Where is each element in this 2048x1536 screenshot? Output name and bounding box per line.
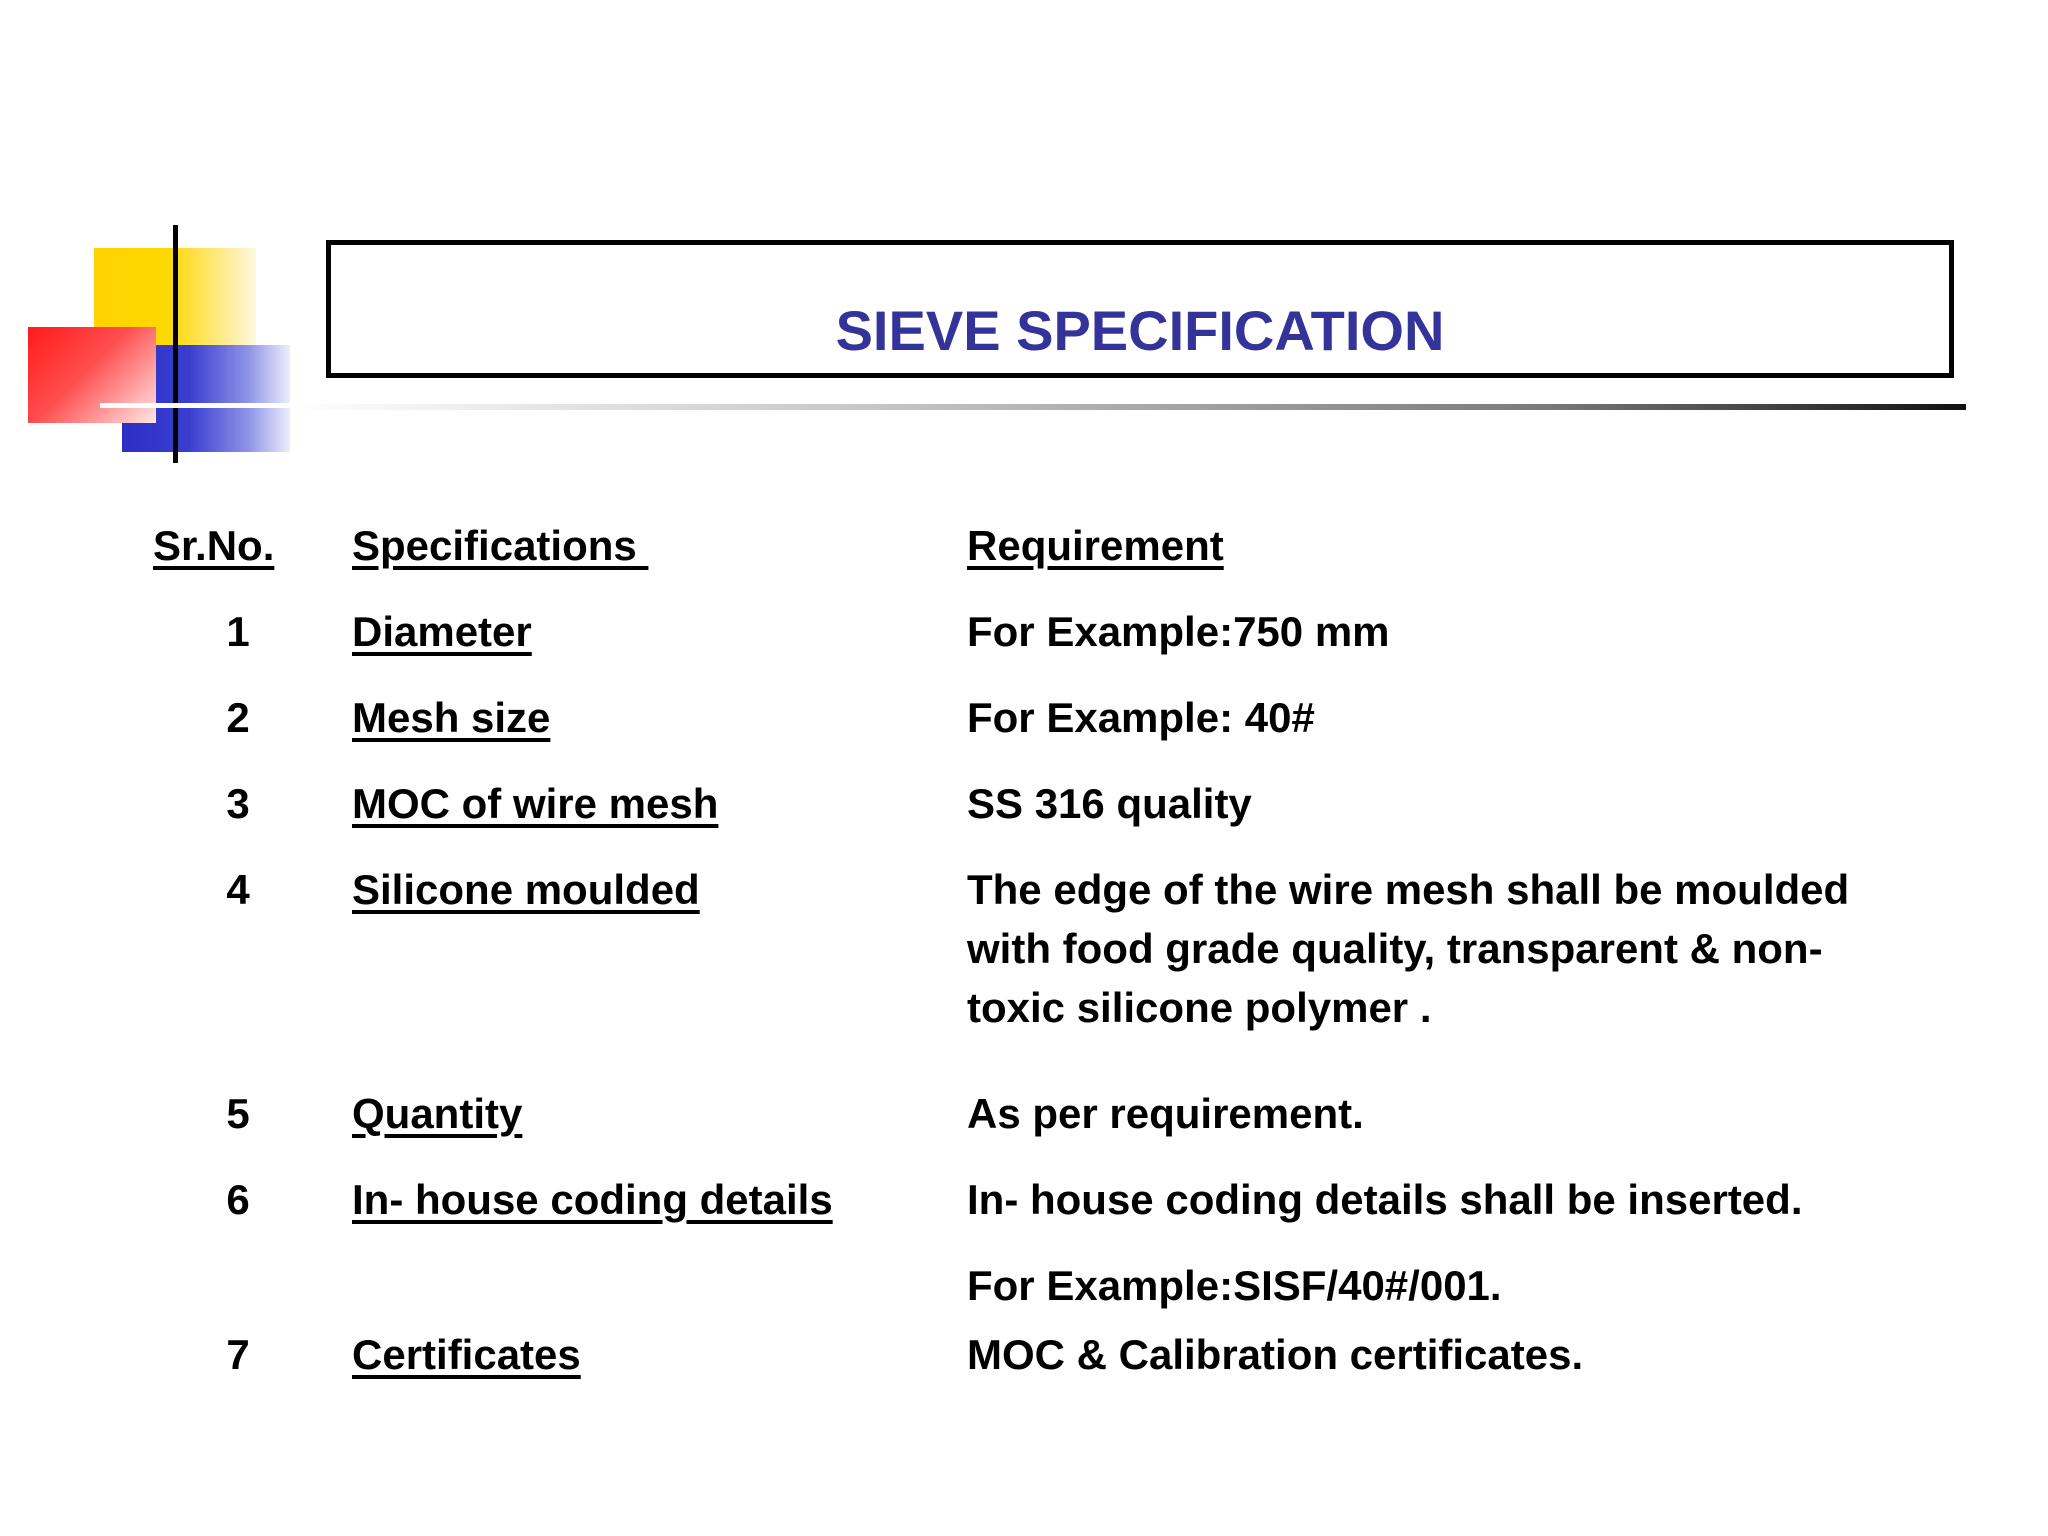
row-2-requirement: For Example: 40#	[967, 694, 1315, 741]
red-square-decoration	[28, 327, 156, 423]
row-1-requirement: For Example:750 mm	[967, 608, 1390, 655]
row-4-requirement-line-1: The edge of the wire mesh shall be moulded	[967, 866, 1850, 913]
row-3-requirement: SS 316 quality	[967, 780, 1252, 827]
row-4-specification: Silicone moulded	[352, 866, 700, 913]
row-6-requirement-line-1: In- house coding details shall be inserted.	[967, 1176, 1803, 1223]
row-7-requirement: MOC & Calibration certificates.	[967, 1331, 1584, 1378]
row-3-number: 3	[226, 780, 250, 827]
row-1-specification: Diameter	[352, 608, 532, 655]
page-title: SIEVE SPECIFICATION	[835, 299, 1445, 362]
row-4-number: 4	[226, 866, 250, 913]
vertical-line-decoration	[173, 225, 178, 463]
row-2-specification: Mesh size	[352, 694, 551, 741]
row-4-requirement-line-2: with food grade quality, transparent & non-	[967, 925, 1823, 972]
row-4-requirement-line-3: toxic silicone polymer .	[967, 984, 1432, 1031]
row-6-specification: In- house coding details	[352, 1176, 833, 1223]
header-specifications: Specifications	[352, 522, 649, 569]
row-5-requirement: As per requirement.	[967, 1090, 1364, 1137]
white-line-decoration	[100, 403, 290, 408]
row-5-specification: Quantity	[352, 1090, 523, 1137]
row-7-number: 7	[226, 1331, 250, 1378]
title-rule	[290, 404, 1966, 410]
header-requirement: Requirement	[967, 522, 1224, 569]
row-3-specification: MOC of wire mesh	[352, 780, 719, 827]
row-6-requirement-line-2: For Example:SISF/40#/001.	[967, 1262, 1502, 1309]
title-box	[326, 240, 1954, 378]
row-7-specification: Certificates	[352, 1331, 581, 1378]
row-5-number: 5	[226, 1090, 250, 1137]
row-6-number: 6	[226, 1176, 250, 1223]
row-2-number: 2	[226, 694, 250, 741]
header-sr-no: Sr.No.	[153, 522, 275, 569]
row-1-number: 1	[226, 608, 250, 655]
